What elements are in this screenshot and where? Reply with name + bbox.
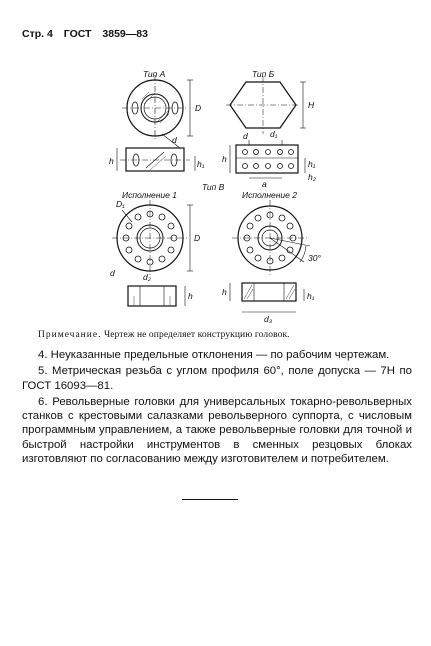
- label-h1-a: h₁: [197, 159, 205, 169]
- type-a-top-view: [122, 75, 193, 148]
- standard-name: ГОСТ: [63, 28, 92, 40]
- clause-6: 6. Револьверные головки для универсальных токарно-револьверных станков с крестовыми салазками револьверного суппорта, с числовым программным управлением, а также револьверные головки для точной и быстрой настройки инструментов в сменных резцовых блоках изготовляют по согласованию между изготовителем и потребителем.: [22, 395, 412, 466]
- type-b-top-view: [226, 76, 306, 134]
- note-text: Чертеж не определяет конструкцию головок.: [103, 330, 290, 340]
- label-d1-b: d₁: [270, 129, 278, 139]
- variant-2-front-view: [230, 283, 304, 312]
- label-h-a: h: [109, 156, 114, 166]
- clause-4: 4. Неуказанные предельные отклонения — по рабочим чертежам.: [38, 349, 390, 361]
- label-D-a: D: [195, 103, 202, 113]
- label-d-1: d: [110, 268, 115, 278]
- variant-2-top-view: [232, 200, 310, 276]
- label-h-b: h: [222, 154, 227, 164]
- label-h1-b: h₁: [308, 159, 316, 169]
- label-variant-2: Исполнение 2: [242, 190, 297, 200]
- label-d-a: d: [172, 135, 177, 145]
- page-number: Стр. 4: [22, 28, 53, 40]
- label-angle-2: 30°: [308, 253, 321, 263]
- label-a-b: a: [262, 179, 267, 189]
- label-h1-2: h₁: [307, 291, 315, 301]
- end-rule: [182, 499, 238, 500]
- label-H-b: H: [308, 100, 315, 110]
- label-h-1: h: [188, 291, 193, 301]
- note-lead: Примечание.: [38, 330, 102, 340]
- label-D-1: D: [194, 233, 201, 243]
- label-h-2: h: [222, 287, 227, 297]
- label-d-b: d: [243, 131, 248, 141]
- label-type-v: Тип В: [202, 182, 225, 192]
- label-type-a: Тип А: [143, 69, 166, 79]
- label-d3-2: d₃: [264, 314, 273, 324]
- label-type-b: Тип Б: [252, 69, 275, 79]
- label-D1-1: D₁: [116, 199, 125, 209]
- label-variant-1: Исполнение 1: [122, 190, 177, 200]
- type-b-front-view: [230, 140, 305, 178]
- label-d2-1: d₂: [143, 272, 151, 282]
- variant-1-top-view: [112, 200, 193, 276]
- variant-1-front-view: [128, 286, 185, 306]
- label-h2-b: h₂: [308, 172, 316, 182]
- clauses: [22, 348, 412, 468]
- type-a-front-view: [117, 148, 195, 171]
- standard-number: 3859—83: [102, 28, 148, 40]
- clause-5: 5. Метрическая резьба с углом профиля 60°, поле допуска — 7H по ГОСТ 16093—81.: [22, 365, 412, 392]
- drawing-note: [38, 330, 413, 340]
